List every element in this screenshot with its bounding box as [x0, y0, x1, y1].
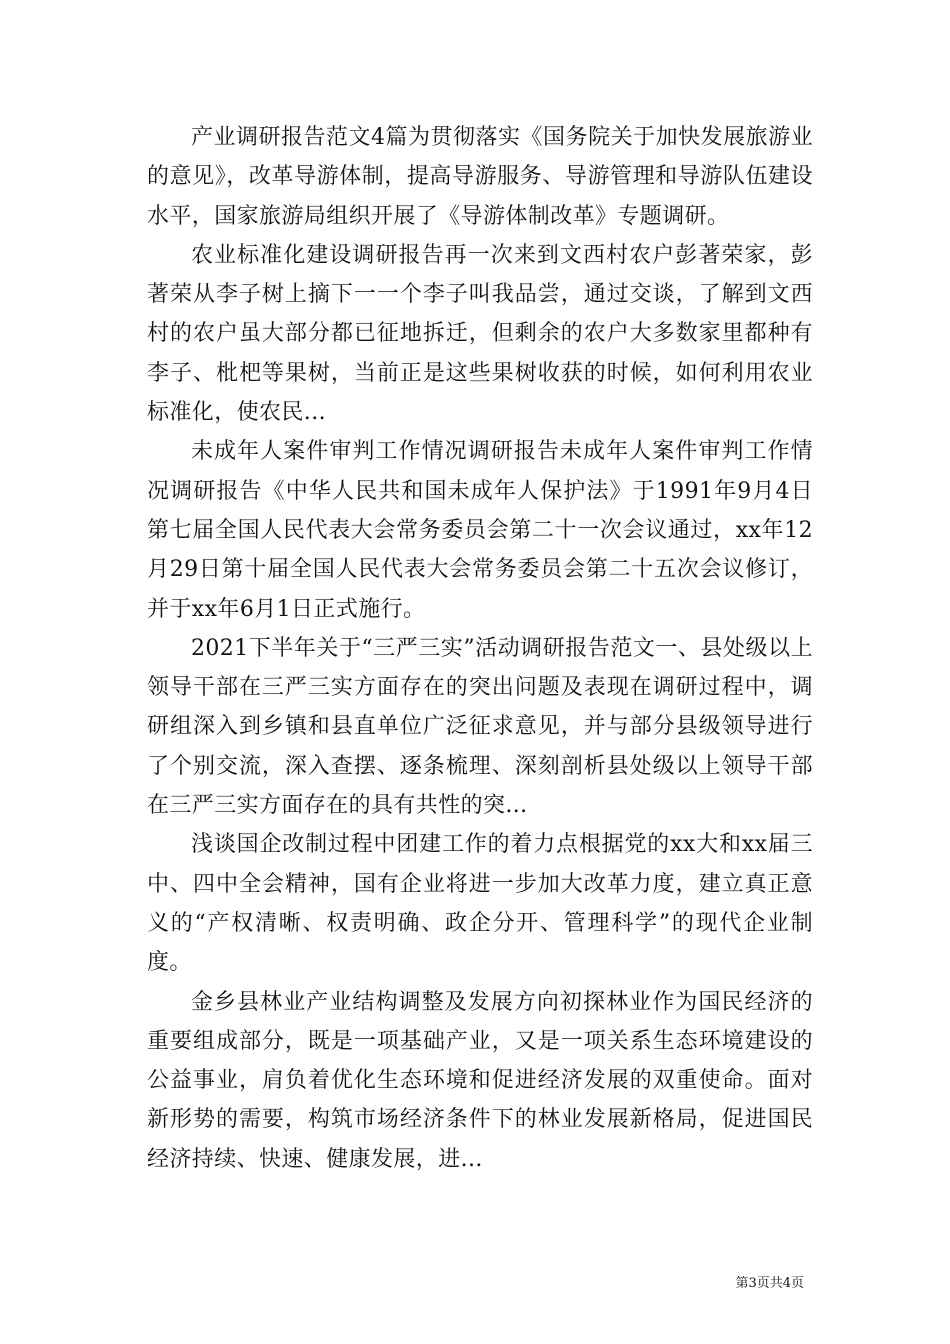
document-body	[147, 118, 813, 1179]
paragraph-4: 2021下半年关于“三严三实”活动调研报告范文一、县处级以上领导干部在三严三实方面存在的突出问题及表现在调研过程中，调研组深入到乡镇和县直单位广泛征求意见，并与部分县级领导进行了个别交流，深入查摆、逐条梳理、深刻剖析县处级以上领导干部在三严三实方面存在的具有共性的突...	[147, 635, 813, 819]
paragraph-3: 未成年人案件审判工作情况调研报告未成年人案件审判工作情况调研报告《中华人民共和国未成年人保护法》于1991年9月4日第七届全国人民代表大会常务委员会第二十一次会议通过，xx年12月29日第十届全国人民代表大会常务委员会第二十五次会议修订，并于xx年6月1日正式施行。	[147, 439, 813, 622]
paragraph-1: 产业调研报告范文4篇为贯彻落实《国务院关于加快发展旅游业的意见》，改革导游体制，提高导游服务、导游管理和导游队伍建设水平，国家旅游局组织开展了《导游体制改革》专题调研。	[147, 125, 813, 229]
paragraph-2: 农业标准化建设调研报告再一次来到文西村农户彭著荣家，彭著荣从李子树上摘下一一个李子叫我品尝，通过交谈，了解到文西村的农户虽大部分都已征地拆迁，但剩余的农户大多数家里都种有李子、枇杷等果树，当前正是这些果树收获的时候，如何利用农业标准化，使农民...	[147, 242, 813, 426]
paragraph-5: 浅谈国企改制过程中团建工作的着力点根据党的xx大和xx届三中、四中全会精神，国有企业将进一步加大改革力度，建立真正意义的“产权清晰、权责明确、政企分开、管理科学”的现代企业制度。	[147, 832, 813, 976]
page-number-footer: 第3页共4页	[735, 1276, 804, 1291]
paragraph-6: 金乡县林业产业结构调整及发展方向初探林业作为国民经济的重要组成部分，既是一项基础产业，又是一项关系生态环境建设的公益事业，肩负着优化生态环境和促进经济发展的双重使命。面对新形势的需要，构筑市场经济条件下的林业发展新格局，促进国民经济持续、快速、健康发展，进...	[147, 989, 813, 1172]
